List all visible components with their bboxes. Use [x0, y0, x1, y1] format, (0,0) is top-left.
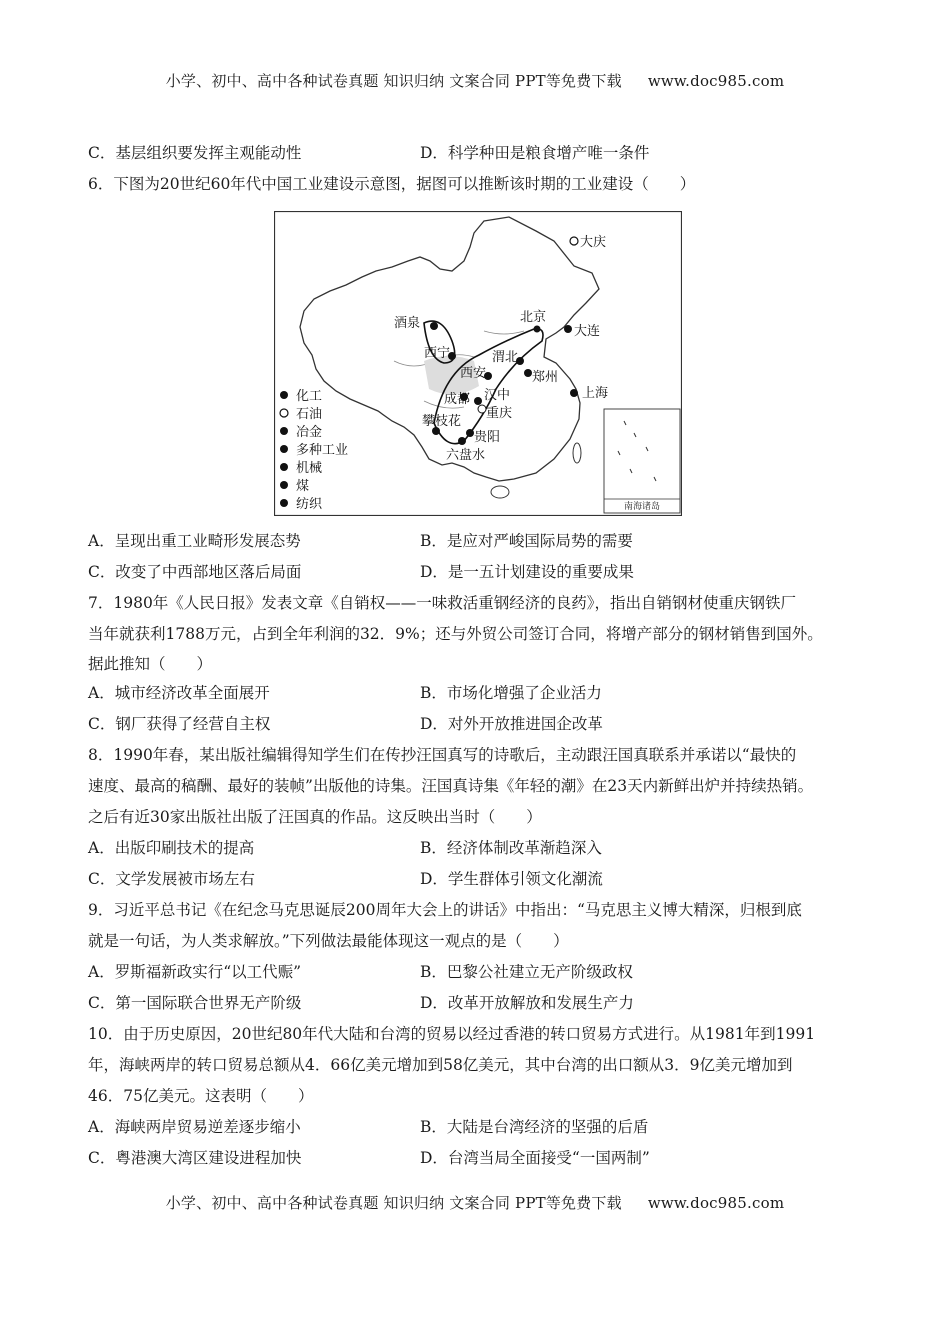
q7-option-c: C．钢厂获得了经营自主权	[88, 715, 271, 733]
q7-line-3: 据此推知（ ）	[88, 655, 213, 673]
q6-option-d: D．是一五计划建设的重要成果	[420, 563, 634, 581]
city-dalian: 大连	[574, 324, 601, 339]
q7-line-2: 当年就获利1788万元，占到全年利润的32．9%；还与外贸公司签订合同，将增产部分的钢材销售到国外。	[88, 625, 823, 643]
q7-option-d: D．对外开放推进国企改革	[420, 715, 603, 733]
q7-line-1: 7．1980年《人民日报》发表文章《自销权——一味救活重钢经济的良药》，指出自销钢材使重庆钢铁厂	[88, 594, 797, 612]
city-zhengzhou: 郑州	[532, 370, 559, 385]
city-daqing: 大庆	[580, 235, 607, 250]
footer-url[interactable]: www.doc985.com	[647, 1194, 785, 1212]
q8-line-3: 之后有近30家出版社出版了汪国真的作品。这反映出当时（ ）	[88, 808, 542, 826]
q8-line-1: 8．1990年春，某出版社编辑得知学生们在传抄汪国真写的诗歌后，主动跟汪国真联系并承诺以“最快的	[88, 746, 797, 764]
q9-option-a: A．罗斯福新政实行“以工代赈”	[88, 963, 302, 981]
city-xian: 西安	[460, 366, 487, 381]
q8-option-a: A．出版印刷技术的提高	[88, 839, 255, 857]
q9-line-1: 9．习近平总书记《在纪念马克思诞辰200周年大会上的讲话》中指出：“马克思主义博大精深，归根到底	[88, 901, 802, 919]
legend-oil: 石油	[296, 407, 323, 422]
footer-text: 小学、初中、高中各种试卷真题 知识归纳 文案合同 PPT等免费下载	[165, 1194, 622, 1212]
legend-chemical: 化工	[296, 389, 323, 404]
legend-metallurgy: 冶金	[296, 425, 323, 440]
city-jiuquan: 酒泉	[394, 316, 421, 331]
q10-line-1: 10．由于历史原因，20世纪80年代大陆和台湾的贸易以经过香港的转口贸易方式进行。从1981年到1991	[88, 1025, 816, 1043]
q8-option-c: C．文学发展被市场左右	[88, 870, 255, 888]
city-shanghai: 上海	[582, 386, 609, 401]
q6-option-a: A．呈现出重工业畸形发展态势	[88, 532, 301, 550]
page-footer	[0, 1192, 950, 1213]
q6-option-c: C．改变了中西部地区落后局面	[88, 563, 302, 581]
legend-multi-industry: 多种工业	[296, 443, 349, 458]
q8-option-b: B．经济体制改革渐趋深入	[420, 839, 602, 857]
page-header	[0, 70, 950, 91]
china-industry-map	[274, 211, 682, 516]
legend-machinery: 机械	[296, 461, 323, 476]
q10-option-c: C．粤港澳大湾区建设进程加快	[88, 1149, 302, 1167]
city-beijing: 北京	[520, 310, 547, 325]
q10-line-3: 46．75亿美元。这表明（ ）	[88, 1087, 314, 1105]
city-liupanshui: 六盘水	[446, 448, 486, 463]
header-text: 小学、初中、高中各种试卷真题 知识归纳 文案合同 PPT等免费下载	[165, 72, 622, 90]
q5-option-d: D．科学种田是粮食增产唯一条件	[420, 144, 650, 162]
city-hanzhong: 汉中	[484, 388, 511, 403]
q7-option-b: B．市场化增强了企业活力	[420, 684, 602, 702]
q10-option-b: B．大陆是台湾经济的坚强的后盾	[420, 1118, 649, 1136]
city-panzhihua: 攀枝花	[422, 414, 462, 429]
city-guiyang: 贵阳	[474, 430, 501, 445]
q8-line-2: 速度、最高的稿酬、最好的装帧”出版他的诗集。汪国真诗集《年轻的潮》在23天内新鲜出炉并持续热销。	[88, 777, 814, 795]
q7-option-a: A．城市经济改革全面展开	[88, 684, 270, 702]
city-xining: 西宁	[424, 346, 451, 361]
q9-line-2: 就是一句话，为人类求解放。”下列做法最能体现这一观点的是（ ）	[88, 932, 569, 950]
q5-option-c: C．基层组织要发挥主观能动性	[88, 144, 302, 162]
city-weibei: 渭北	[492, 350, 519, 365]
city-chengdu: 成都	[444, 392, 471, 407]
q6-stem: 6．下图为20世纪60年代中国工业建设示意图，据图可以推断该时期的工业建设（ ）	[88, 175, 696, 193]
city-chongqing: 重庆	[486, 406, 513, 421]
q10-option-a: A．海峡两岸贸易逆差逐步缩小	[88, 1118, 301, 1136]
inset-label: 南海诸岛	[623, 502, 661, 512]
legend-coal: 煤	[296, 479, 310, 494]
q9-option-b: B．巴黎公社建立无产阶级政权	[420, 963, 633, 981]
q10-line-2: 年，海峡两岸的转口贸易总额从4．66亿美元增加到58亿美元，其中台湾的出口额从3．9亿美元增加到	[88, 1056, 793, 1074]
q6-option-b: B．是应对严峻国际局势的需要	[420, 532, 633, 550]
header-url[interactable]: www.doc985.com	[647, 72, 785, 90]
q8-option-d: D．学生群体引领文化潮流	[420, 870, 603, 888]
legend-textile: 纺织	[296, 497, 323, 512]
q9-option-d: D．改革开放解放和发展生产力	[420, 994, 634, 1012]
q10-option-d: D．台湾当局全面接受“一国两制”	[420, 1149, 650, 1167]
q9-option-c: C．第一国际联合世界无产阶级	[88, 994, 302, 1012]
